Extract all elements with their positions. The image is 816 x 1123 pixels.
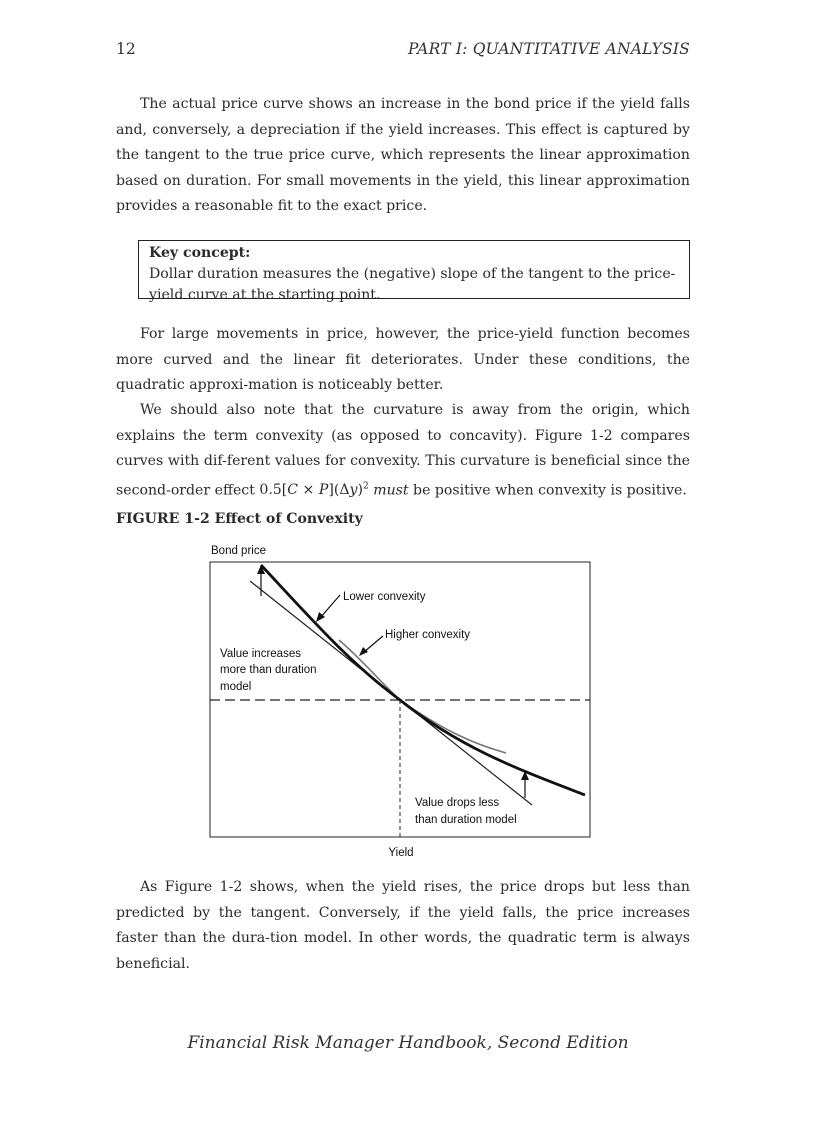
paragraph-figure-discussion: As Figure 1-2 shows, when the yield rises, the price drops but less than predicted by the tangent. Conversely, if the yield falls, the price increases faster than the dura-tion model. In other words, the quadratic term is always beneficial. <box>116 879 690 972</box>
y-axis-label: Bond price <box>211 545 266 557</box>
lower-convexity-curve <box>339 640 506 753</box>
higher-convexity-label: Higher convexity <box>385 629 471 641</box>
value-drops-label-line2: than duration model <box>415 814 517 826</box>
paragraph-curvature <box>116 398 690 504</box>
must-emphasis: must <box>373 482 409 499</box>
running-header: PART I: QUANTITATIVE ANALYSIS <box>407 40 690 58</box>
figure-caption: FIGURE 1-2 Effect of Convexity <box>116 511 363 527</box>
key-concept-box <box>138 240 690 303</box>
second-order-formula: $0.5[C \times P](\Delta y)^2$ <box>259 481 369 499</box>
value-increases-label-line3: model <box>220 681 252 693</box>
convexity-figure <box>200 538 600 868</box>
page-number: 12 <box>116 40 136 58</box>
curvature-end: be positive when convexity is positive. <box>408 482 687 499</box>
lower-convexity-label: Lower convexity <box>343 591 426 603</box>
footer-book-title: Financial Risk Manager Handbook, Second Edition <box>187 1033 629 1053</box>
curvature-text: We should also note that the curvature is away from the origin, which explains the term convexity (as opposed to concavity). Figure 1-2 compares curves with dif-ferent values for convexity. This curvature is beneficial since the second-order effect <box>116 402 690 499</box>
value-increases-label-line2: more than duration <box>220 664 317 676</box>
paragraph-large-movements: For large movements in price, however, the price-yield function becomes more curved and the linear fit deteriorates. Under these conditions, the quadratic approxi-mation is noticeably better. <box>116 326 690 393</box>
value-drops-label-line1: Value drops less <box>415 797 500 809</box>
paragraph-price-curve: The actual price curve shows an increase in the bond price if the yield falls and, conversely, a depreciation if the yield increases. This effect is captured by the tangent to the true price curve, which represents the linear approximation based on duration. For small movements in the yield, this linear approximation provides a reasonable fit to the exact price. <box>116 96 690 214</box>
higher-convexity-pointer <box>364 636 383 652</box>
key-concept-title: Key concept: <box>149 245 251 261</box>
x-axis-label: Yield <box>388 847 414 859</box>
higher-convexity-pointer-head <box>359 647 368 656</box>
key-concept-body: Dollar duration measures the (negative) slope of the tangent to the price-yield curve at the starting point. <box>149 266 676 303</box>
lower-convexity-pointer <box>320 595 340 618</box>
value-increases-label-line1: Value increases <box>220 648 301 660</box>
